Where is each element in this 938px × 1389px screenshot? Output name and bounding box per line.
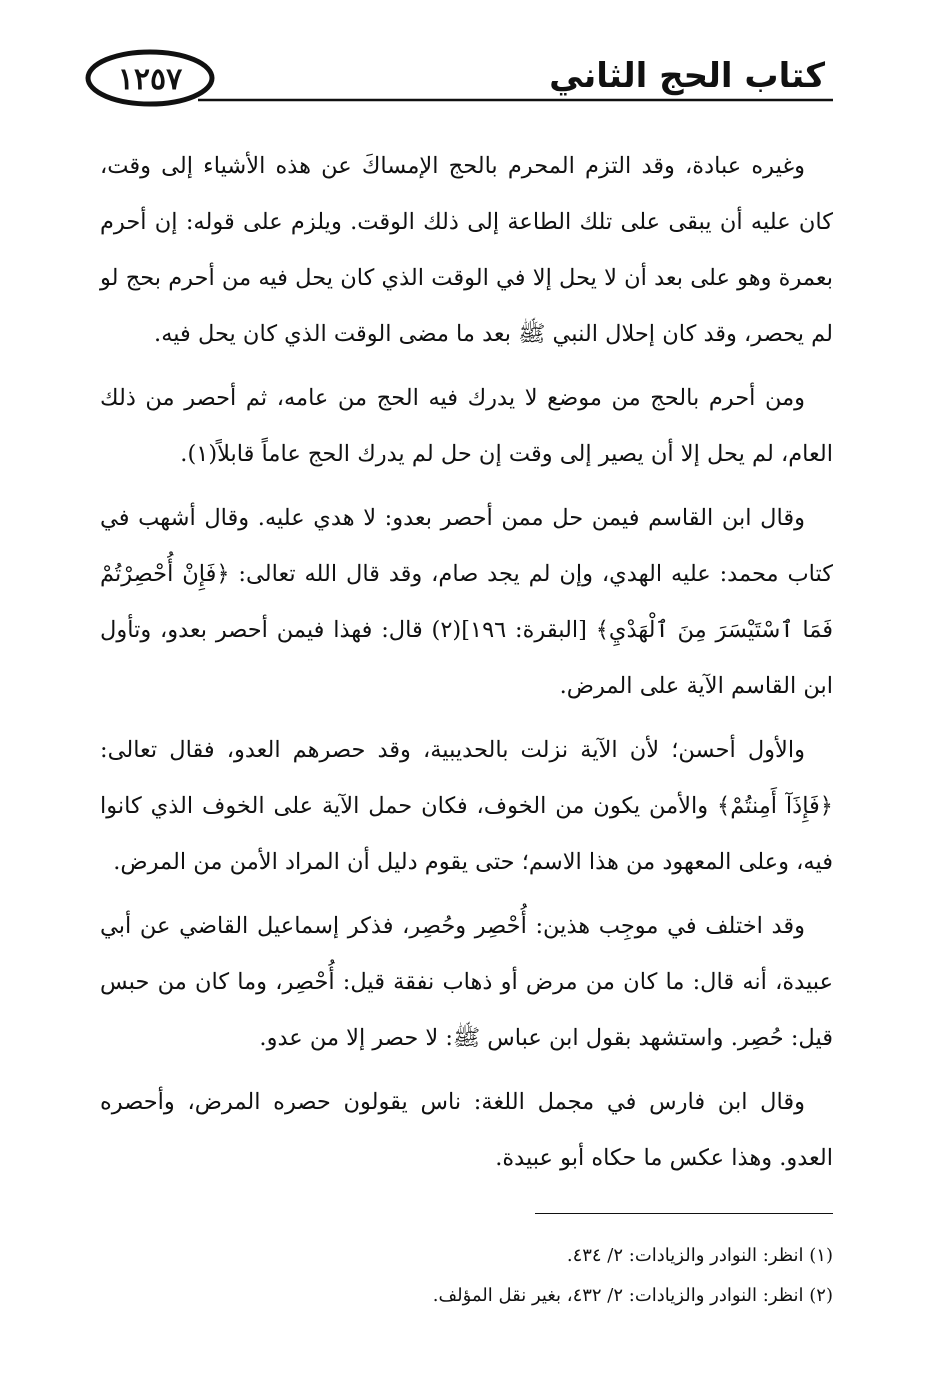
footnote: (١) انظر: النوادر والزيادات: ٢/ ٤٣٤. bbox=[566, 1245, 833, 1266]
paragraph: والأول أحسن؛ لأن الآية نزلت بالحديبية، وقد حصرهم العدو، فقال تعالى: ﴿فَإِذَآ أَمِنتُمْ﴾ والأمن يكون من الخوف، فكان حمل الآية على الخوف الذي كانوا فيه، وعلى المعهود من هذا الاسم؛ حتى يقوم دليل أن المراد الأمن من المرض. bbox=[100, 737, 833, 875]
paragraph: وقال ابن القاسم فيمن حل ممن أحصر بعدو: لا هدي عليه. وقال أشهب في كتاب محمد: عليه الهدي، وإن لم يجد صام، وقد قال الله تعالى: ﴿فَإِنْ أُحْصِرْتُمْ فَمَا ٱسْتَيْسَرَ مِنَ ٱلْهَدْيِ﴾ [البقرة: ١٩٦](٢) قال: فهذا فيمن أحصر بعدو، وتأول ابن القاسم الآية على المرض. bbox=[100, 505, 834, 699]
paragraph: وقال ابن فارس في مجمل اللغة: ناس يقولون حصره المرض، وأحصره العدو. وهذا عكس ما حكاه أبو عبيدة. bbox=[100, 1089, 833, 1171]
main-text bbox=[100, 138, 833, 1194]
footnote: (٢) انظر: النوادر والزيادات: ٢/ ٤٣٢، بغير نقل المؤلف. bbox=[432, 1285, 833, 1306]
page-number: ١٢٥٧ bbox=[117, 62, 183, 97]
footnote-divider bbox=[535, 1213, 833, 1214]
footnotes bbox=[100, 1236, 833, 1316]
page-header bbox=[78, 40, 833, 120]
paragraph: وغيره عبادة، وقد التزم المحرم بالحج الإمساكَ عن هذه الأشياء إلى وقت، كان عليه أن يبقى على تلك الطاعة إلى ذلك الوقت. ويلزم على قوله: إن أحرم بعمرة وهو على بعد أن لا يحل إلا في الوقت الذي كان يحل فيه من أحرم بحج لو لم يحصر، وقد كان إحلال النبي ﷺ بعد ما مضى الوقت الذي كان يحل فيه. bbox=[100, 153, 834, 347]
book-title: كتاب الحج الثاني bbox=[549, 56, 825, 96]
paragraph: وقد اختلف في موجِب هذين: أُحْصِر وحُصِر، فذكر إسماعيل القاضي عن أبي عبيدة، أنه قال: ما كان من مرض أو ذهاب نفقة قيل: أُحْصِر، وما كان من حبس قيل: حُصِر. واستشهد بقول ابن عباس ﷺ: لا حصر إلا من عدو. bbox=[100, 913, 833, 1051]
paragraph: ومن أحرم بالحج من موضع لا يدرك فيه الحج من عامه، ثم أحصر من ذلك العام، لم يحل إلا أن يصير إلى وقت إن حل لم يدرك الحج عاماً قابلاً(١). bbox=[100, 385, 833, 467]
